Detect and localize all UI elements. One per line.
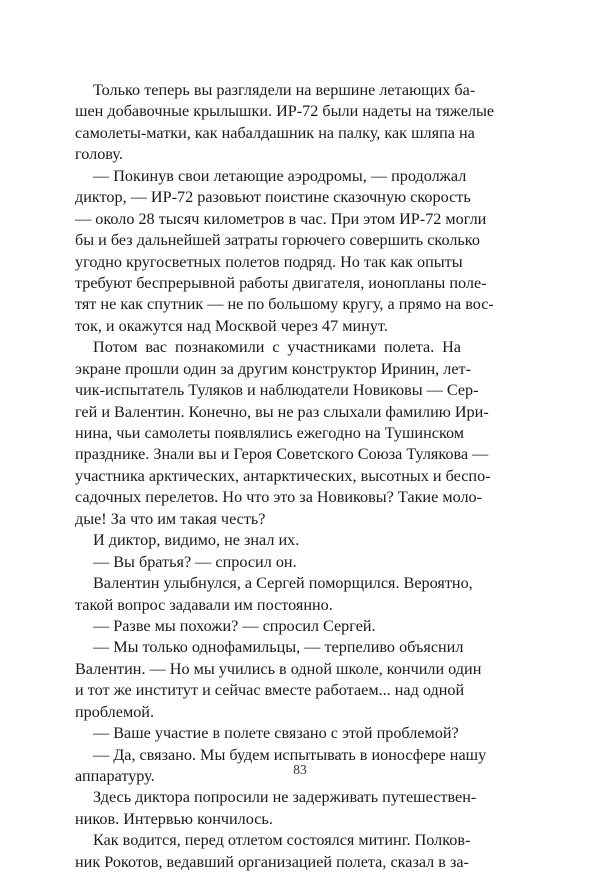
text-line: ников. Интервью кончилось. — [75, 809, 273, 828]
text-line: — около 28 тысяч километров в час. При этом ИР-72 могли — [75, 209, 487, 228]
text-line: чик-испытатель Туляков и наблюдатели Новиковы — Сер- — [75, 381, 479, 400]
text-line: экране прошли один за другим конструктор Иринин, лет- — [75, 359, 471, 378]
text-line: голову. — [75, 145, 123, 164]
text-line: И диктор, видимо, не знал их. — [93, 531, 300, 550]
text-line: ток, и окажутся над Москвой через 47 минут. — [75, 316, 388, 335]
text-line: садочных перелетов. Но что это за Новиковы? Такие моло- — [75, 488, 483, 507]
text-line: Потом вас познакомили с участниками полета. На — [93, 338, 461, 357]
text-line: проблемой. — [75, 702, 154, 721]
text-line: угодно кругосветных полетов подряд. Но так как опыты — [75, 252, 463, 271]
text-line: — Разве мы похожи? — спросил Сергей. — [93, 616, 376, 635]
text-line: ник Рокотов, ведавший организацией полета, сказал в за- — [75, 852, 469, 871]
text-line: бы и без дальнейшей затраты горючего совершить сколько — [75, 231, 480, 250]
text-line: Здесь диктора попросили не задерживать путешествен- — [93, 788, 477, 807]
text-line: диктор, — ИР-72 разовьют поистине сказочную скорость — [75, 188, 471, 207]
text-line: такой вопрос задавали им постоянно. — [75, 595, 333, 614]
text-line: Как водится, перед отлетом состоялся митинг. Полков- — [93, 831, 471, 850]
text-line: требуют беспрерывной работы двигателя, ионопланы поле- — [75, 273, 487, 292]
text-line: участника арктических, антарктических, высотных и беспо- — [75, 466, 491, 485]
text-line: тят не как спутник — не по большому кругу, а прямо на вос- — [75, 295, 494, 314]
text-line: празднике. Знали вы и Героя Советского Союза Тулякова — — [75, 445, 489, 464]
text-line: — Покинув свои летающие аэродромы, — продолжал — [93, 166, 467, 185]
text-line: и тот же институт и сейчас вместе работаем... над одной — [75, 681, 465, 700]
text-line: — Мы только однофамильцы, — терпеливо объяснил — [93, 638, 464, 657]
body-text — [75, 80, 495, 873]
text-line: гей и Валентин. Конечно, вы не раз слыхали фамилию Ири- — [75, 402, 489, 421]
text-line: Только теперь вы разглядели на вершине летающих ба- — [93, 81, 476, 99]
text-line: самолеты-матки, как набалдашник на палку, как шляпа на — [75, 123, 475, 142]
text-line: нина, чьи самолеты появлялись ежегодно на Тушинском — [75, 424, 465, 442]
text-line: — Ваше участие в полете связано с этой проблемой? — [93, 724, 459, 743]
text-line: дые! За что им такая честь? — [75, 509, 266, 528]
text-line: аппаратуру. — [75, 767, 155, 785]
text-line: шен добавочные крылышки. ИР-72 были надеты на тяжелые — [75, 102, 495, 121]
text-line: Валентин. — Но мы учились в одной школе, кончили один — [75, 659, 482, 678]
page-number: 83 — [293, 762, 307, 777]
text-line: Валентин улыбнулся, а Сергей поморщился. Вероятно, — [93, 574, 473, 593]
text-line: — Вы братья? — спросил он. — [93, 552, 297, 571]
text-line: — Да, связано. Мы будем испытывать в ионосфере нашу — [93, 745, 487, 764]
